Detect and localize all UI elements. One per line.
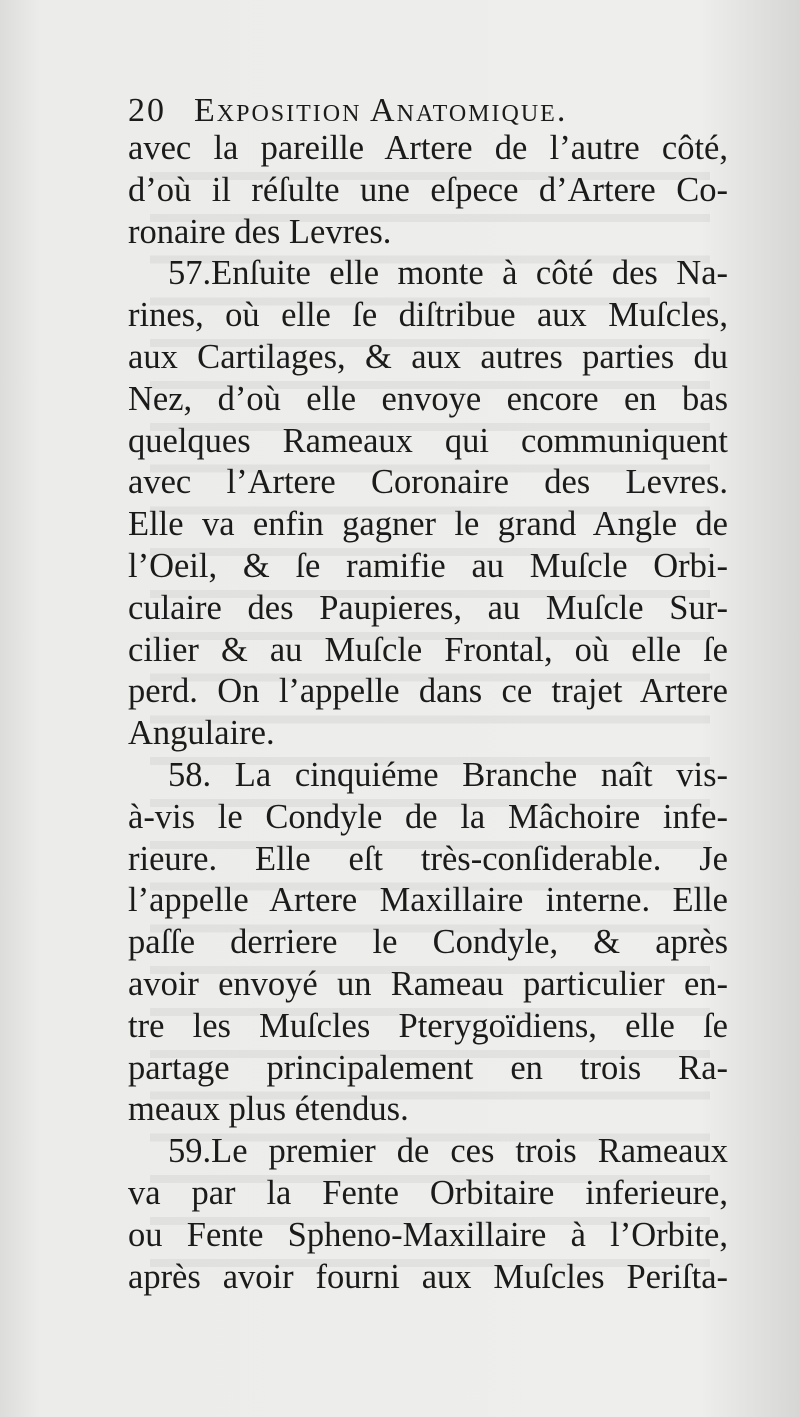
text-line: rines, où elle ſe diſtribue aux Muſcles, [128,296,728,335]
text-line: culaire des Paupieres, au Muſcle Sur- [128,588,728,627]
text-line: quelques Rameaux qui communiquent [128,421,728,460]
text-line: ronaire des Levres. [128,212,392,251]
text-line: paſſe derriere le Condyle, & après [128,923,728,962]
paragraph-59-start: 59.Le premier de ces trois Rameaux [168,1132,728,1171]
text-line: avoir envoyé un Rameau particulier en- [128,964,728,1003]
text-line: va par la Fente Orbitaire inferieure, [128,1173,728,1212]
text-line: avec l’Artere Coronaire des Levres. [128,463,728,502]
text-line: partage principalement en trois Ra- [128,1048,728,1087]
text-line: ou Fente Spheno-Maxillaire à l’Orbite, [128,1215,728,1254]
text-line: avec la pareille Artere de l’autre côté, [128,129,728,167]
text-line: cilier & au Muſcle Frontal, où elle ſe [128,630,728,669]
text-line: après avoir fourni aux Muſcles Periſta- [128,1257,728,1296]
text-line: d’où il réſulte une eſpece d’Artere Co- [128,170,728,209]
text-line: aux Cartilages, & aux autres parties du [128,337,728,376]
text-line: perd. On l’appelle dans ce trajet Artere [128,672,728,711]
text-line: l’appelle Artere Maxillaire interne. Elle [128,881,728,920]
text-line: Elle va enfin gagner le grand Angle de [128,505,728,544]
paragraph-57-start: 57.Enſuite elle monte à côté des Na- [168,254,728,293]
text-line: Nez, d’où elle envoye encore en bas [128,379,728,418]
text-line: rieure. Elle eſt très-conſiderable. Je [128,839,728,878]
text-line: Angulaire. [128,714,275,753]
body-text [128,128,728,1298]
paragraph-58-start: 58. La cinquiéme Branche naît vis- [168,755,728,794]
running-title: Exposition Anatomique. [194,92,568,129]
text-line: meaux plus étendus. [128,1090,409,1129]
text-line: l’Oeil, & ſe ramifie au Muſcle Orbi- [128,546,728,585]
text-line: tre les Muſcles Pterygoïdiens, elle ſe [128,1006,728,1045]
text-line: à-vis le Condyle de la Mâchoire infe- [128,797,728,836]
page-number: 20 [128,92,166,129]
